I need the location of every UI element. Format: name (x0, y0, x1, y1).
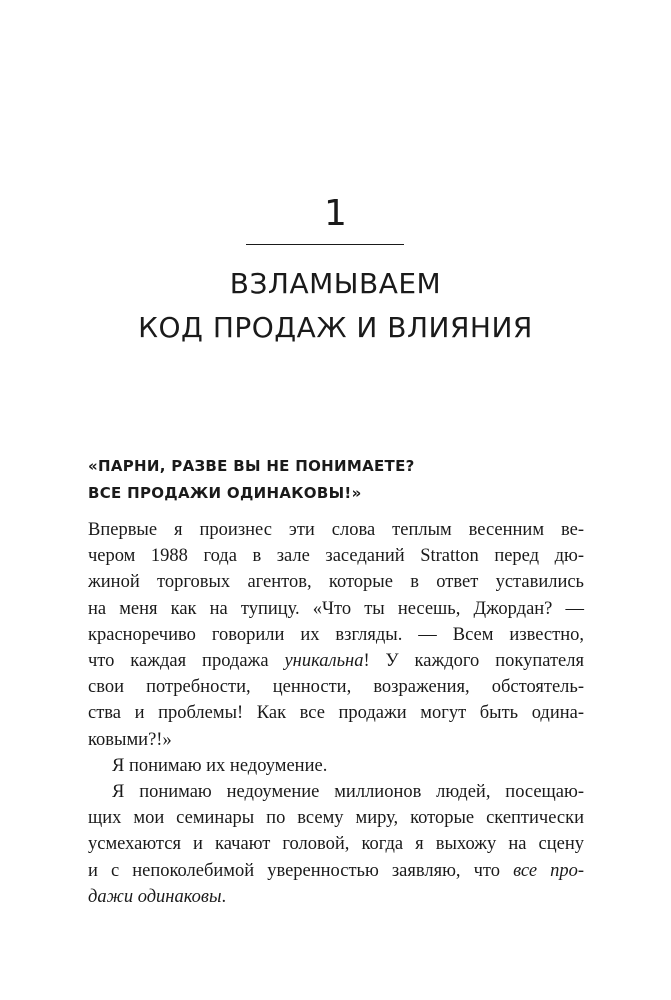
text-line (88, 858, 584, 884)
section-heading-line-1: «ПАРНИ, РАЗВЕ ВЫ НЕ ПОНИМАЕТЕ? (88, 457, 415, 475)
text-line (88, 648, 584, 674)
text-run: . (221, 886, 227, 907)
text-line: красноречиво говорили их взгляды. — Всем известно, (88, 624, 584, 645)
text-run: ! У каждого покупателя (363, 651, 585, 672)
body-text (88, 517, 584, 910)
section-heading-line-2: ВСЕ ПРОДАЖИ ОДИНАКОВЫ!» (88, 484, 362, 502)
emphasis-text: дажи одинаковы (88, 886, 222, 907)
text-line: Я понимаю недоумение миллионов людей, посещаю- (112, 782, 584, 803)
text-line: щих мои семинары по всему миру, которые скептически (88, 808, 584, 829)
chapter-title-line-2: КОД ПРОДАЖ И ВЛИЯНИЯ (138, 311, 533, 344)
section-heading (88, 453, 608, 507)
text-line: усмехаются и качают головой, когда я выхожу на сцену (88, 834, 584, 855)
text-line: чером 1988 года в зале заседаний Stratton перед дю- (88, 546, 584, 567)
chapter-number: 1 (324, 193, 347, 234)
text-line: жиной торговых агентов, которые в ответ уставились (88, 572, 584, 593)
chapter-divider (246, 244, 404, 245)
text-line: Впервые я произнес эти слова теплым весенним ве- (88, 520, 584, 540)
text-line: ковыми?!» (88, 729, 172, 750)
chapter-title (0, 262, 671, 350)
text-line: Я понимаю их недоумение. (112, 755, 328, 776)
paragraph-1 (88, 517, 584, 753)
chapter-title-line-1: ВЗЛАМЫВАЕМ (229, 267, 442, 300)
emphasis-text: уникальна (284, 651, 364, 672)
text-line: на меня как на тупицу. «Что ты несешь, Джордан? — (88, 598, 584, 619)
paragraph-2 (88, 753, 584, 779)
text-line (88, 884, 584, 910)
text-run: и с непоколебимой уверенностью заявляю, что (88, 860, 514, 881)
emphasis-text: все про- (513, 860, 584, 881)
paragraph-3 (88, 779, 584, 910)
text-line: ства и проблемы! Как все продажи могут быть одина- (88, 703, 584, 724)
text-run: что каждая продажа (88, 651, 285, 672)
text-line: свои потребности, ценности, возражения, обстоятель- (88, 677, 584, 698)
